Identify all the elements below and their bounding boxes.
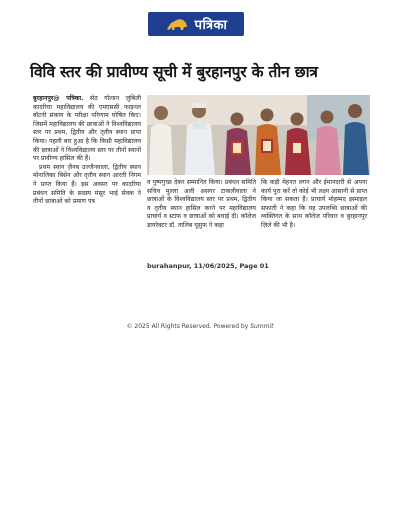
brand-name: पत्रिका bbox=[194, 18, 228, 33]
clipping-caption: burahanpur, 11/06/2025, Page 01 bbox=[147, 262, 269, 270]
copyright-text: © 2025 All Rights Reserved. Powered by bbox=[126, 323, 249, 330]
article-column-3 bbox=[261, 179, 367, 231]
powered-by-link[interactable]: Summit bbox=[250, 323, 274, 330]
column-1-paragraph-2: प्रथम स्थान ज़ैनब उज्जैनवाला, द्वितीय स्थान मोनालिका बिसेन और तृतीय स्थान आरती निगम ने प्राप्त किया हैं। इस अवसर पर कादरिया प्रबंधन समिति के सदस्य मंसूर भाई सेवक ने तीनों छात्राओं को प्रमाण पत्र bbox=[33, 163, 141, 206]
article-photo bbox=[147, 95, 370, 175]
article-headline: विवि स्तर की प्रावीण्य सूची में बुरहानपुर के तीन छात्र bbox=[30, 63, 318, 81]
group-photo-image bbox=[147, 95, 370, 175]
article-column-2 bbox=[147, 179, 256, 231]
lion-logo-icon bbox=[165, 15, 191, 33]
article-dateline: बुरहानपुर@ पत्रिका. bbox=[33, 95, 84, 102]
article-column-1 bbox=[33, 95, 141, 207]
column-3-paragraph: कि कड़ी मेहनत लगन और ईमानदारी से अपना कार्य पूरा करें तो कोई भी लक्ष्य आसानी से प्राप्त किया जा सकता हैं। प्राचार्य मोहम्मद इस्माइल सफाती ने कहा कि यह उपलब्धि छात्राओं की व्यक्तिगत के साथ कॉलेज परिवार व बुरहानपुर ज़िले की भी है। bbox=[261, 179, 367, 229]
masthead-logo bbox=[148, 12, 244, 36]
column-2-paragraph: व पुष्पगुच्छ देकर सम्मानित किया। प्रबंधन समिति सचिव मुल्ला अली असगर टाकलीवाला ने छात्राओं के विश्वविद्यालय स्तर पर प्रथम, द्वितीय व तृतीय स्थान हासिल करने पर महाविद्यालय प्राचार्य व स्टाफ व छात्राओं को बधाई दी। कॉलेज डायरेक्टर डॉ. तालिब यूसुफ ने कहा bbox=[147, 179, 256, 229]
page-footer bbox=[0, 323, 400, 330]
column-1-paragraph-1: सेठ गोल्डन जुबिली कादरिया महाविद्यालय की एमएससी फाइनल बॉटनी संकाय के परीक्षा परिणाम घोषित किए। जिसमें महाविद्यालय की छात्राओं ने विश्वविद्यालय स्तर पर प्रथम, द्वितीय और तृतीय स्थान प्राप्त किया। पहली बार हुआ है कि किसी महाविद्यालय की छात्राओं ने विश्वविद्यालय स्तर पर तीनों स्थानों पर प्रावीण्य हासिल की हैं। bbox=[33, 95, 142, 163]
